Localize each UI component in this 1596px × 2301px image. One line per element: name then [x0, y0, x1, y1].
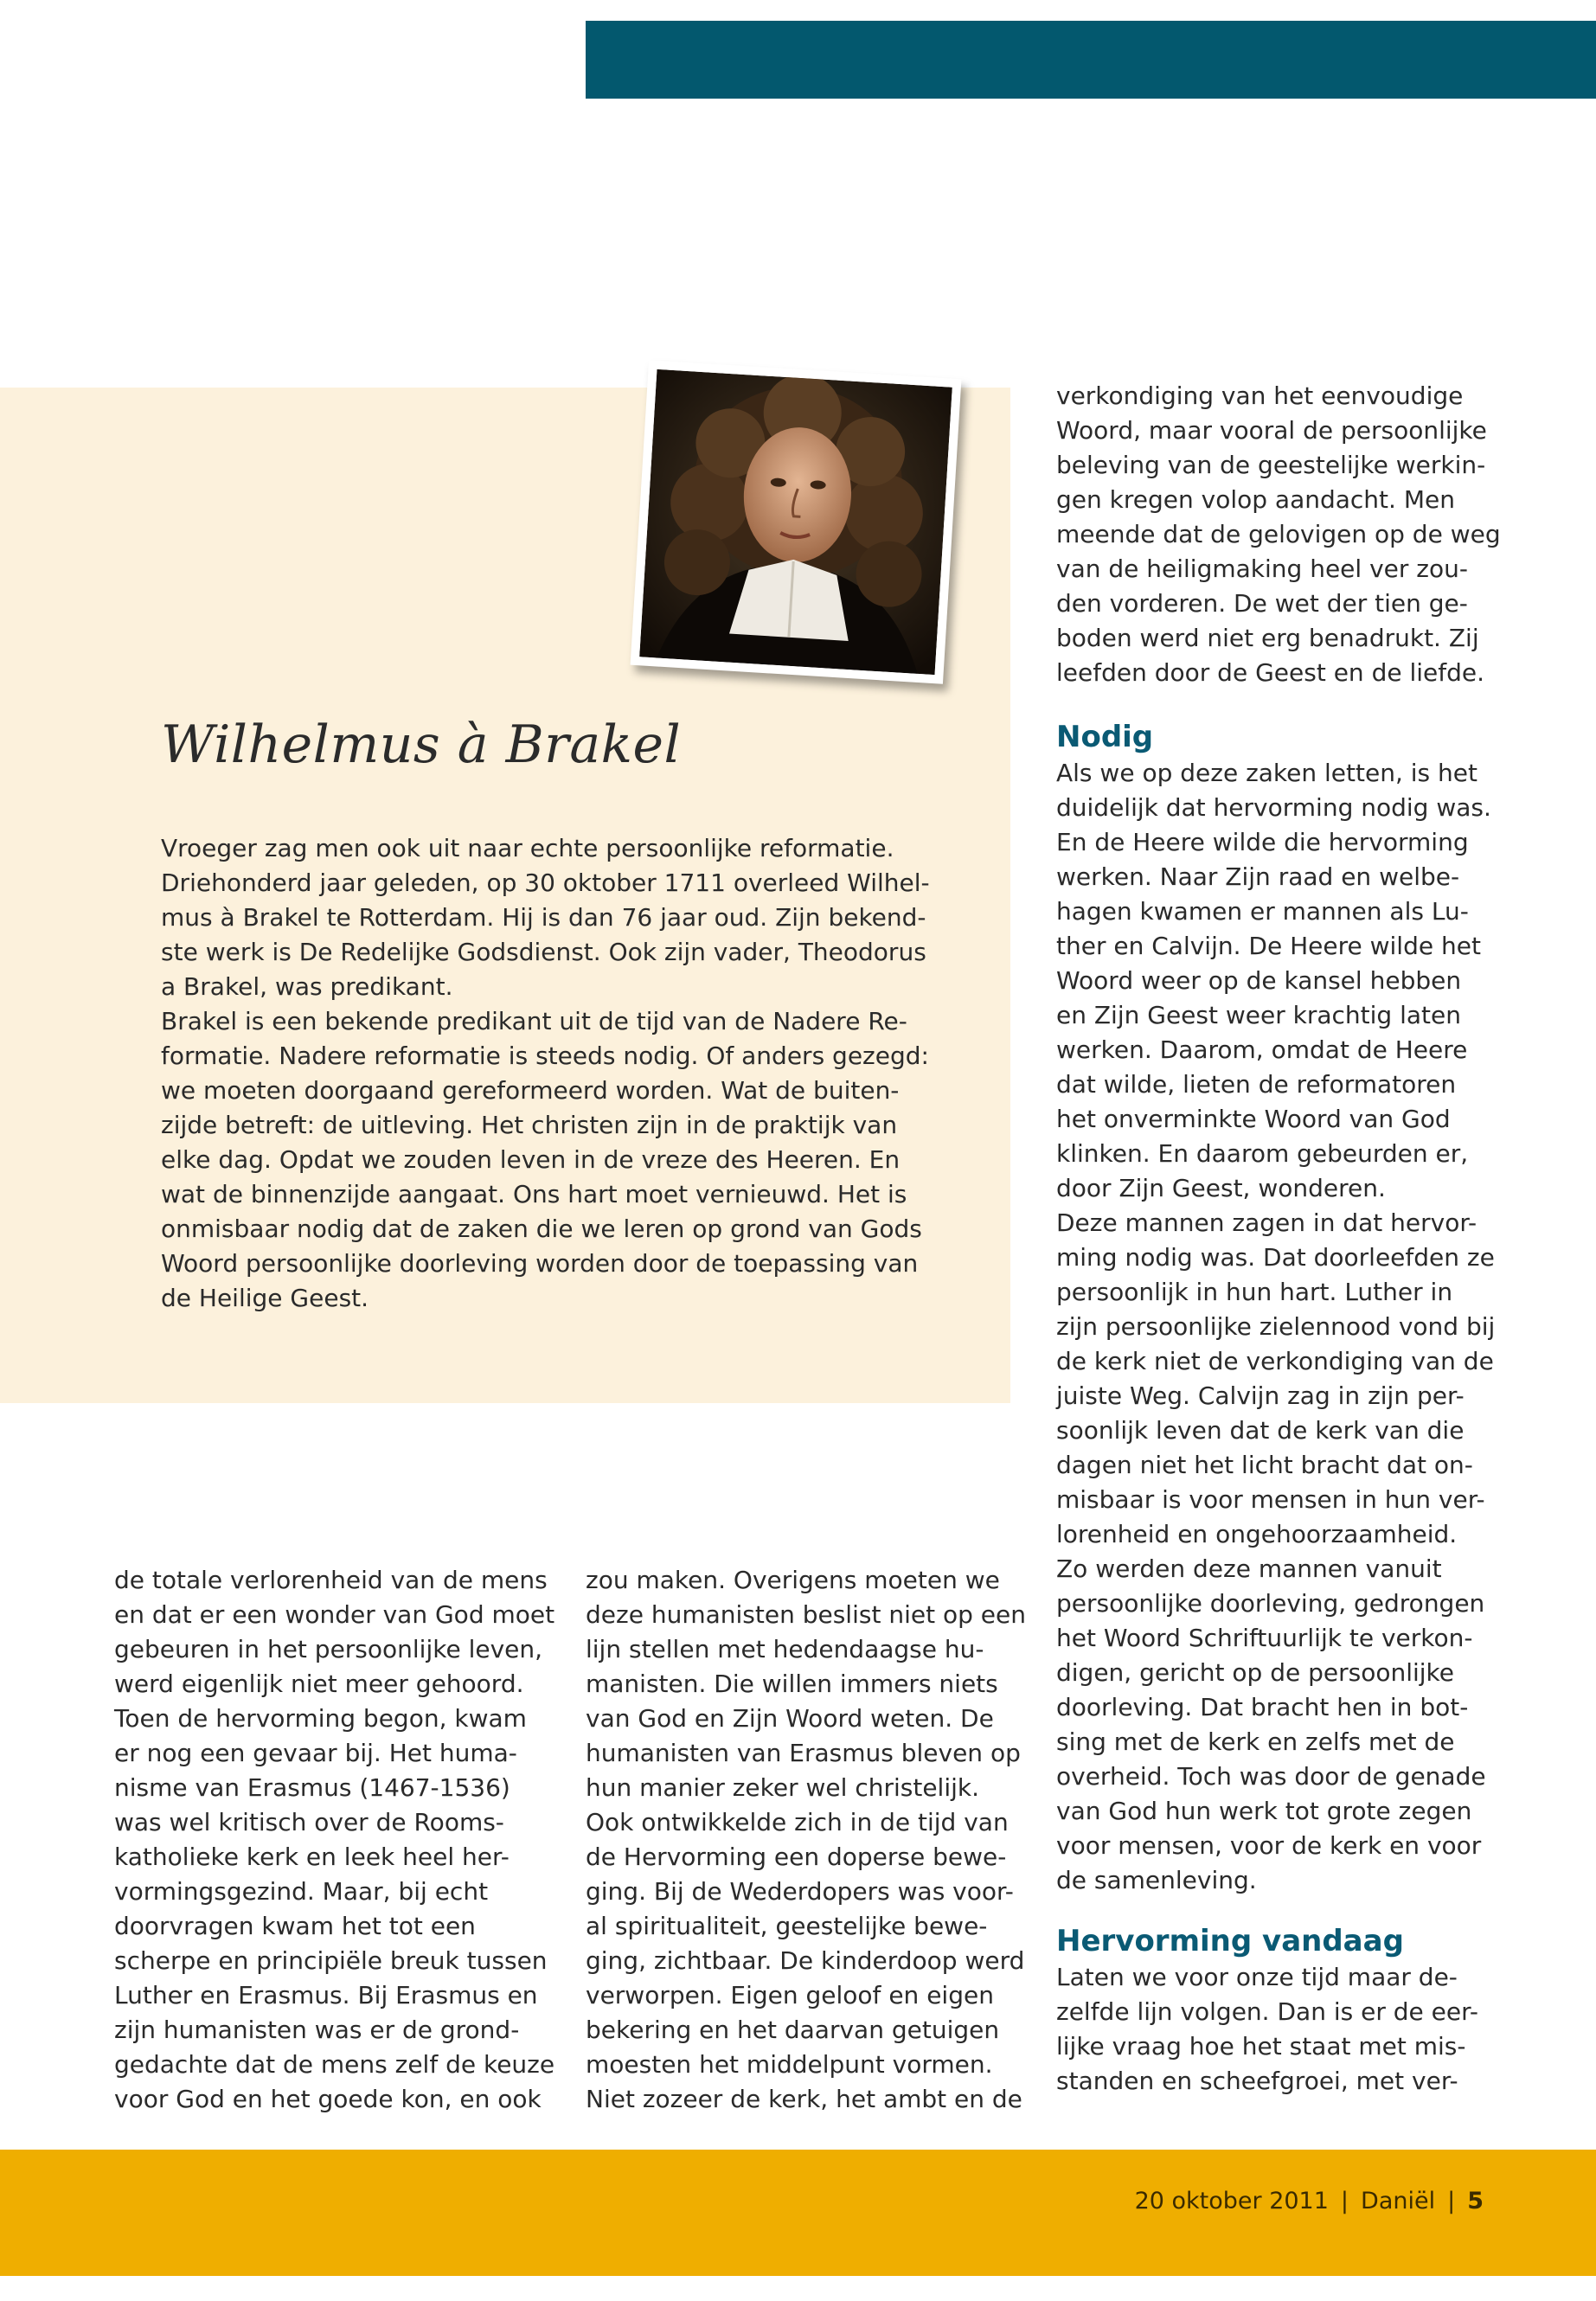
- footer-date: 20 oktober 2011: [1134, 2188, 1329, 2214]
- intro-line: de Heilige Geest.: [161, 1284, 369, 1312]
- header-color-bar: [586, 21, 1596, 99]
- intro-line: Brakel is een bekende predikant uit de tijd van de Nadere Re-: [161, 1007, 907, 1035]
- body-line: het onverminkte Woord van God: [1056, 1105, 1451, 1133]
- body-line: zou maken. Overigens moeten we: [586, 1566, 1000, 1594]
- portrait-of-wilhelmus-a-brakel: [639, 369, 952, 675]
- body-line: misbaar is voor mensen in hun ver-: [1056, 1485, 1485, 1514]
- body-line: sing met de kerk en zelfs met de: [1056, 1727, 1455, 1756]
- body-line: ming nodig was. Dat doorleefden ze: [1056, 1243, 1495, 1272]
- footer-separator: |: [1340, 2188, 1349, 2214]
- body-line: dat wilde, lieten de reformatoren: [1056, 1070, 1457, 1099]
- body-line: en Zijn Geest weer krachtig laten: [1056, 1001, 1461, 1029]
- body-line: Woord, maar vooral de persoonlijke: [1056, 416, 1487, 445]
- body-line: leefden door de Geest en de liefde.: [1056, 658, 1485, 687]
- body-line: door Zijn Geest, wonderen.: [1056, 1174, 1386, 1202]
- body-line: ging, zichtbaar. De kinderdoop werd: [586, 1946, 1025, 1975]
- body-line: Zo werden deze mannen vanuit: [1056, 1554, 1442, 1583]
- body-line: Toen de hervorming begon, kwam: [114, 1704, 527, 1733]
- body-line: bekering en het daarvan getuigen: [586, 2016, 1000, 2044]
- intro-line: Driehonderd jaar geleden, op 30 oktober 1711 overleed Wilhel-: [161, 868, 930, 897]
- intro-line: Vroeger zag men ook uit naar echte persoonlijke reformatie.: [161, 834, 894, 862]
- body-line: hagen kwamen er mannen als Lu-: [1056, 897, 1469, 926]
- body-line: werd eigenlijk niet meer gehoord.: [114, 1670, 524, 1698]
- body-line: Laten we voor onze tijd maar de-: [1056, 1963, 1458, 1991]
- subheading-hervorming-vandaag: Hervorming vandaag: [1056, 1924, 1404, 1958]
- body-column-3: [1056, 379, 1515, 2099]
- body-line: zijn persoonlijke zielennood vond bij: [1056, 1312, 1496, 1341]
- body-line: duidelijk dat hervorming nodig was.: [1056, 793, 1491, 822]
- body-line: gedachte dat de mens zelf de keuze: [114, 2050, 555, 2079]
- portrait-photo: [631, 360, 962, 683]
- body-line: juiste Weg. Calvijn zag in zijn per-: [1056, 1381, 1465, 1410]
- intro-line: mus à Brakel te Rotterdam. Hij is dan 76 jaar oud. Zijn bekend-: [161, 903, 926, 932]
- body-line: Niet zozeer de kerk, het ambt en de: [586, 2085, 1022, 2113]
- footer-magazine-name: Daniël: [1361, 2188, 1436, 2214]
- body-line: zelfde lijn volgen. Dan is er de eer-: [1056, 1997, 1478, 2026]
- body-line: moesten het middelpunt vormen.: [586, 2050, 993, 2079]
- body-line: soonlijk leven dat de kerk van die: [1056, 1416, 1465, 1445]
- body-line: meende dat de gelovigen op de weg: [1056, 520, 1501, 548]
- intro-line: elke dag. Opdat we zouden leven in de vreze des Heeren. En: [161, 1145, 901, 1174]
- body-column-2: [586, 1563, 1026, 2117]
- body-line: manisten. Die willen immers niets: [586, 1670, 998, 1698]
- body-line: Woord weer op de kansel hebben: [1056, 966, 1462, 995]
- body-line: doorleving. Dat bracht hen in bot-: [1056, 1693, 1469, 1721]
- body-line: hun manier zeker wel christelijk.: [586, 1773, 979, 1802]
- body-line: lijn stellen met hedendaagse hu-: [586, 1635, 984, 1663]
- body-line: ther en Calvijn. De Heere wilde het: [1056, 932, 1481, 960]
- body-line: gen kregen volop aandacht. Men: [1056, 485, 1455, 514]
- intro-line: formatie. Nadere reformatie is steeds nodig. Of anders gezegd:: [161, 1042, 929, 1070]
- intro-line: Woord persoonlijke doorleving worden door de toepassing van: [161, 1249, 919, 1278]
- body-line: beleving van de geestelijke werkin-: [1056, 451, 1486, 479]
- footer-separator: |: [1447, 2188, 1456, 2214]
- body-line: van God hun werk tot grote zegen: [1056, 1797, 1472, 1825]
- body-line: verworpen. Eigen geloof en eigen: [586, 1981, 994, 2009]
- body-line: En de Heere wilde die hervorming: [1056, 828, 1469, 856]
- body-line: persoonlijk in hun hart. Luther in: [1056, 1278, 1453, 1306]
- intro-line: wat de binnenzijde aangaat. Ons hart moet vernieuwd. Het is: [161, 1180, 907, 1208]
- body-line: dagen niet het licht bracht dat on-: [1056, 1451, 1473, 1479]
- article-title: Wilhelmus à Brakel: [161, 715, 682, 775]
- body-line: persoonlijke doorleving, gedrongen: [1056, 1589, 1485, 1618]
- body-line: het Woord Schriftuurlijk te verkon-: [1056, 1624, 1473, 1652]
- body-line: al spiritualiteit, geestelijke bewe-: [586, 1912, 988, 1940]
- intro-line: zijde betreft: de uitleving. Het christen zijn in de praktijk van: [161, 1111, 898, 1139]
- body-column-1: [114, 1563, 555, 2117]
- body-line: de Hervorming een doperse bewe-: [586, 1843, 1007, 1871]
- body-line: Luther en Erasmus. Bij Erasmus en: [114, 1981, 538, 2009]
- body-line: katholieke kerk en leek heel her-: [114, 1843, 510, 1871]
- body-line: van de heiligmaking heel ver zou-: [1056, 554, 1468, 583]
- body-line: gebeuren in het persoonlijke leven,: [114, 1635, 543, 1663]
- body-line: deze humanisten beslist niet op een: [586, 1600, 1026, 1629]
- body-line: werken. Naar Zijn raad en welbe-: [1056, 862, 1460, 891]
- body-line: vormingsgezind. Maar, bij echt: [114, 1877, 489, 1906]
- body-line: en dat er een wonder van God moet: [114, 1600, 555, 1629]
- body-line: scherpe en principiële breuk tussen: [114, 1946, 548, 1975]
- body-line: lijke vraag hoe het staat met mis-: [1056, 2032, 1466, 2061]
- footer-folio: [1135, 2188, 1484, 2214]
- page-number: 5: [1467, 2188, 1484, 2214]
- intro-line: we moeten doorgaand gereformeerd worden. Wat de buiten-: [161, 1076, 900, 1105]
- body-line: er nog een gevaar bij. Het huma-: [114, 1739, 517, 1767]
- body-line: Als we op deze zaken letten, is het: [1056, 759, 1477, 787]
- body-line: verkondiging van het eenvoudige: [1056, 381, 1464, 410]
- body-line: de samenleving.: [1056, 1866, 1257, 1894]
- body-line: van God en Zijn Woord weten. De: [586, 1704, 994, 1733]
- body-line: boden werd niet erg benadrukt. Zij: [1056, 624, 1479, 652]
- body-line: lorenheid en ongehoorzaamheid.: [1056, 1520, 1458, 1548]
- body-line: Ook ontwikkelde zich in de tijd van: [586, 1808, 1009, 1836]
- intro-line: a Brakel, was predikant.: [161, 972, 453, 1001]
- intro-line: ste werk is De Redelijke Godsdienst. Ook zijn vader, Theodorus: [161, 938, 926, 966]
- body-line: zijn humanisten was er de grond-: [114, 2016, 520, 2044]
- body-line: humanisten van Erasmus bleven op: [586, 1739, 1021, 1767]
- body-line: de totale verlorenheid van de mens: [114, 1566, 548, 1594]
- body-line: voor God en het goede kon, en ook: [114, 2085, 542, 2113]
- body-line: doorvragen kwam het tot een: [114, 1912, 476, 1940]
- body-line: werken. Daarom, omdat de Heere: [1056, 1035, 1468, 1064]
- body-line: standen en scheefgroei, met ver-: [1056, 2067, 1458, 2095]
- body-line: de kerk niet de verkondiging van de: [1056, 1347, 1494, 1375]
- article-intro: [161, 831, 930, 1316]
- body-line: den vorderen. De wet der tien ge-: [1056, 589, 1468, 618]
- body-line: ging. Bij de Wederdopers was voor-: [586, 1877, 1014, 1906]
- subheading-nodig: Nodig: [1056, 720, 1154, 754]
- body-line: nisme van Erasmus (1467-1536): [114, 1773, 510, 1802]
- body-line: Deze mannen zagen in dat hervor-: [1056, 1208, 1477, 1237]
- intro-line: onmisbaar nodig dat de zaken die we leren op grond van Gods: [161, 1215, 922, 1243]
- body-line: digen, gericht op de persoonlijke: [1056, 1658, 1455, 1687]
- body-line: was wel kritisch over de Rooms-: [114, 1808, 504, 1836]
- body-line: overheid. Toch was door de genade: [1056, 1762, 1486, 1791]
- body-line: voor mensen, voor de kerk en voor: [1056, 1831, 1482, 1860]
- body-line: klinken. En daarom gebeurden er,: [1056, 1139, 1469, 1168]
